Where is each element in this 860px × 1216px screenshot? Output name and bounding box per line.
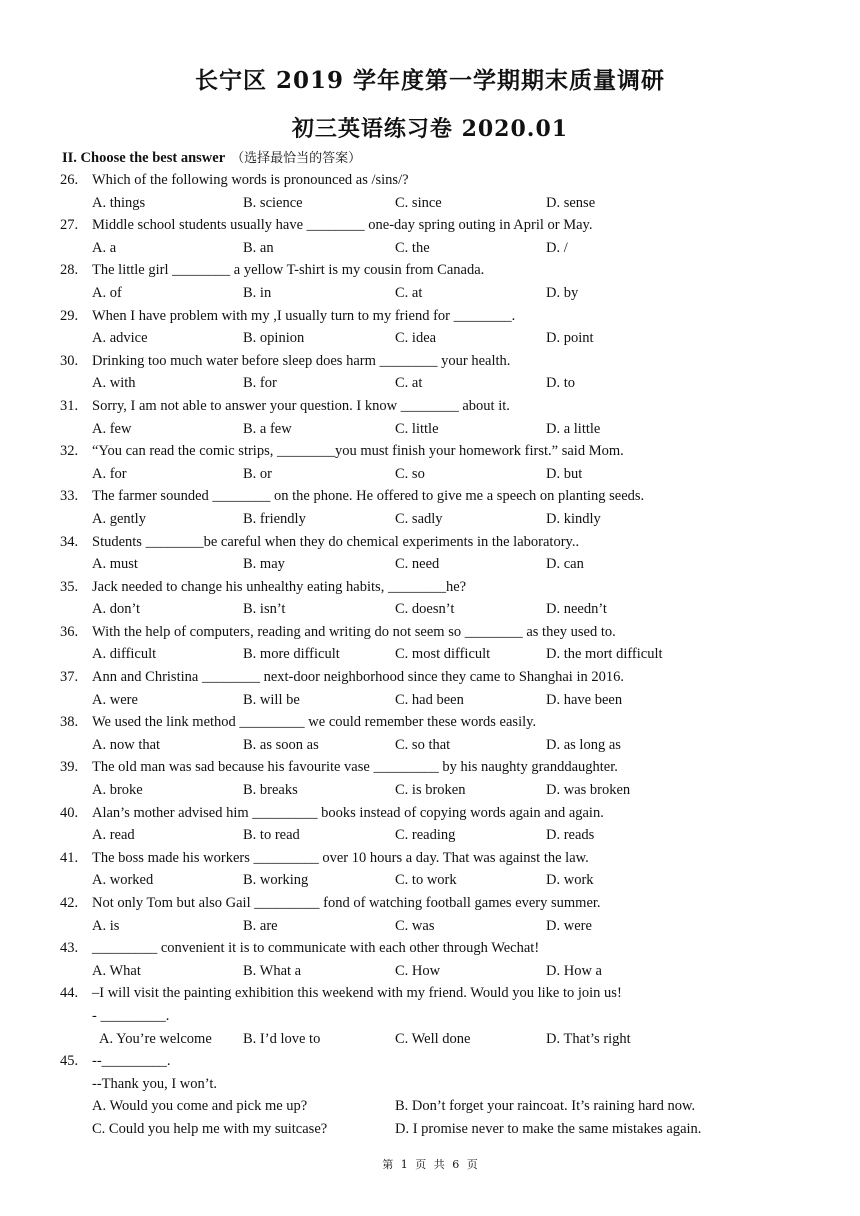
option-d[interactable]: D. was broken	[546, 782, 631, 799]
question-stem	[0, 756, 860, 779]
exam-title: 长宁区 2019 学年度第一学期期末质量调研	[194, 67, 666, 94]
question-text: Drinking too much water before sleep does harm ________ your health.	[92, 352, 511, 369]
option-c[interactable]: C. How	[395, 962, 441, 979]
option-a[interactable]: A. Would you come and pick me up?	[92, 1098, 308, 1115]
question-stem	[0, 531, 860, 554]
option-d[interactable]: D. to	[546, 375, 575, 392]
dialogue-reply-text: - _________.	[92, 1007, 170, 1024]
question-number: 37.	[60, 669, 79, 686]
option-d[interactable]: D. How a	[546, 962, 602, 979]
option-row	[0, 689, 860, 712]
question-text: The boss made his workers _________ over 10 hours a day. That was against the law.	[92, 849, 589, 866]
question-stem	[0, 305, 860, 328]
option-d[interactable]: D. I promise never to make the same mistakes again.	[395, 1120, 702, 1137]
question-number: 31.	[60, 397, 79, 414]
option-b[interactable]: B. Don’t forget your raincoat. It’s raining hard now.	[395, 1098, 696, 1115]
question-text: With the help of computers, reading and writing do not seem so ________ as they used to.	[92, 623, 616, 640]
page-footer: 第 1 页 共 6 页	[382, 1158, 478, 1171]
question-item	[0, 892, 860, 937]
option-d[interactable]: D. /	[546, 239, 568, 256]
question-stem	[0, 485, 860, 508]
question-text: Ann and Christina ________ next-door neighborhood since they came to Shanghai in 2016.	[92, 669, 624, 686]
option-d[interactable]: D. but	[546, 465, 583, 482]
option-c[interactable]: C. was	[395, 917, 435, 934]
option-b[interactable]: B. in	[243, 284, 272, 301]
option-c[interactable]: C. at	[395, 375, 423, 392]
option-d[interactable]: D. by	[546, 284, 579, 301]
question-stem	[0, 621, 860, 644]
standard-questions	[0, 169, 860, 982]
question-item	[0, 350, 860, 395]
option-a[interactable]: A. few	[92, 420, 132, 437]
question-stem	[0, 259, 860, 282]
option-row	[0, 779, 860, 802]
question-number: 42.	[60, 895, 79, 911]
option-d[interactable]: D. sense	[546, 194, 596, 211]
option-b[interactable]: B. or	[243, 465, 272, 482]
option-a[interactable]: A. You’re welcome	[99, 1030, 212, 1047]
question-number: 28.	[60, 262, 79, 279]
option-a[interactable]: A. with	[92, 375, 136, 392]
question-number: 30.	[60, 352, 79, 369]
exam-subtitle: 初三英语练习卷 2020.01	[291, 116, 569, 142]
question-item	[0, 666, 860, 711]
question-number: 39.	[60, 759, 79, 776]
option-d[interactable]: D. needn’t	[546, 601, 607, 618]
option-d[interactable]: D. have been	[546, 691, 623, 708]
question-stem	[0, 711, 860, 734]
question-text: Jack needed to change his unhealthy eating habits, ________he?	[92, 578, 467, 595]
option-b[interactable]: B. isn’t	[243, 601, 286, 618]
question-stem	[0, 169, 860, 192]
option-b[interactable]: B. working	[243, 872, 309, 889]
option-c[interactable]: C. idea	[395, 330, 437, 347]
question-item	[0, 305, 860, 350]
option-b[interactable]: B. breaks	[243, 782, 298, 799]
question-number: 27.	[60, 217, 79, 234]
option-row	[0, 1095, 860, 1118]
question-number: 36.	[60, 623, 79, 640]
dialogue-reply	[0, 1073, 860, 1096]
option-c[interactable]: C. at	[395, 284, 423, 301]
option-a[interactable]: A. things	[92, 194, 146, 211]
option-a[interactable]: A. now that	[92, 736, 161, 753]
option-a[interactable]: A. were	[92, 691, 138, 708]
question-item	[0, 440, 860, 485]
question-text: When I have problem with my ,I usually turn to my friend for ________.	[92, 307, 516, 324]
question-stem	[0, 350, 860, 373]
question-text: Alan’s mother advised him _________ books instead of copying words again and again.	[92, 804, 604, 821]
section-heading-text: II. Choose the best answer	[62, 150, 226, 166]
option-row	[0, 915, 860, 938]
question-44	[0, 982, 860, 1050]
option-c[interactable]: C. most difficult	[395, 646, 491, 663]
option-a[interactable]: A. read	[92, 827, 135, 844]
option-row	[0, 1118, 860, 1141]
question-text: Students ________be careful when they do chemical experiments in the laboratory..	[92, 533, 580, 550]
question-number: 26.	[60, 172, 79, 188]
option-row	[0, 643, 860, 666]
question-stem	[0, 576, 860, 599]
option-a[interactable]: A. of	[92, 284, 122, 301]
option-b[interactable]: B. opinion	[243, 330, 305, 347]
option-row	[0, 192, 860, 215]
question-item	[0, 531, 860, 576]
option-d[interactable]: D. as long as	[546, 736, 621, 753]
question-number: 45.	[60, 1053, 79, 1070]
option-row	[0, 734, 860, 757]
question-text: The little girl ________ a yellow T-shirt is my cousin from Canada.	[92, 262, 485, 279]
option-b[interactable]: B. science	[243, 194, 303, 211]
question-item	[0, 621, 860, 666]
option-row	[0, 372, 860, 395]
option-row	[0, 418, 860, 441]
option-b[interactable]: B. as soon as	[243, 736, 319, 753]
option-b[interactable]: B. What a	[243, 962, 302, 979]
option-row	[0, 508, 860, 531]
question-stem	[0, 440, 860, 463]
question-text: The old man was sad because his favourite vase _________ by his naughty granddaughter.	[92, 759, 618, 776]
option-a[interactable]: A. a	[92, 239, 117, 256]
question-text: We used the link method _________ we could remember these words easily.	[92, 714, 537, 731]
question-stem	[0, 214, 860, 237]
option-d[interactable]: D. kindly	[546, 510, 601, 527]
option-a[interactable]: A. don’t	[92, 601, 141, 618]
option-d[interactable]: D. were	[546, 917, 592, 934]
option-b[interactable]: B. an	[243, 239, 274, 256]
question-number: 38.	[60, 714, 79, 731]
question-item	[0, 214, 860, 259]
question-number: 41.	[60, 849, 79, 866]
option-c[interactable]: C. sadly	[395, 510, 443, 527]
option-c[interactable]: C. need	[395, 556, 440, 573]
option-row	[0, 598, 860, 621]
option-a[interactable]: A. worked	[92, 872, 154, 889]
question-number: 40.	[60, 804, 79, 821]
question-number: 34.	[60, 533, 79, 550]
option-c[interactable]: C. doesn’t	[395, 601, 455, 618]
option-c[interactable]: C. Could you help me with my suitcase?	[92, 1120, 328, 1137]
question-text: Not only Tom but also Gail _________ fond of watching football games every summer.	[92, 895, 601, 911]
option-row	[0, 463, 860, 486]
question-item	[0, 802, 860, 847]
option-d[interactable]: D. That’s right	[546, 1030, 631, 1047]
option-d[interactable]: D. point	[546, 330, 594, 347]
option-c[interactable]: C. so that	[395, 736, 451, 753]
question-stem	[0, 1050, 860, 1073]
question-stem	[0, 937, 860, 960]
option-d[interactable]: D. the mort difficult	[546, 646, 663, 663]
question-stem	[0, 982, 860, 1005]
option-a[interactable]: A. for	[92, 465, 127, 482]
question-text: –I will visit the painting exhibition this weekend with my friend. Would you like to join us!	[92, 985, 622, 1002]
question-number: 43.	[60, 940, 79, 957]
question-number: 32.	[60, 443, 79, 460]
question-stem	[0, 847, 860, 870]
question-number: 44.	[60, 985, 79, 1002]
question-text: Middle school students usually have ________ one-day spring outing in April or May.	[92, 217, 593, 234]
section-instruction: （选择最恰当的答案）	[231, 151, 362, 166]
option-a[interactable]: A. What	[92, 962, 141, 979]
question-text: Sorry, I am not able to answer your question. I know ________ about it.	[92, 397, 510, 414]
question-item	[0, 169, 860, 214]
option-row	[0, 327, 860, 350]
option-b[interactable]: B. I’d love to	[243, 1030, 321, 1047]
section-heading	[62, 147, 361, 167]
question-text: _________ convenient it is to communicate with each other through Wechat!	[92, 940, 540, 957]
question-item	[0, 937, 860, 982]
option-row	[0, 237, 860, 260]
question-text: Which of the following words is pronounced as /sins/?	[92, 172, 409, 188]
option-a[interactable]: A. is	[92, 917, 120, 934]
option-b[interactable]: B. for	[243, 375, 277, 392]
dialogue-reply	[0, 1005, 860, 1028]
option-c[interactable]: C. reading	[395, 827, 456, 844]
question-number: 35.	[60, 578, 79, 595]
option-a[interactable]: A. must	[92, 556, 138, 573]
option-b[interactable]: B. may	[243, 556, 285, 573]
question-item	[0, 711, 860, 756]
option-c[interactable]: C. to work	[395, 872, 457, 889]
question-item	[0, 259, 860, 304]
question-stem	[0, 892, 860, 915]
option-b[interactable]: B. are	[243, 917, 278, 934]
option-b[interactable]: B. a few	[243, 420, 292, 437]
option-d[interactable]: D. work	[546, 872, 594, 889]
option-c[interactable]: C. Well done	[395, 1030, 471, 1047]
option-d[interactable]: D. reads	[546, 827, 595, 844]
option-b[interactable]: B. will be	[243, 691, 300, 708]
option-row	[0, 1028, 860, 1051]
question-item	[0, 395, 860, 440]
option-d[interactable]: D. can	[546, 556, 584, 573]
option-a[interactable]: A. advice	[92, 330, 148, 347]
question-item	[0, 576, 860, 621]
option-row	[0, 282, 860, 305]
option-row	[0, 553, 860, 576]
option-b[interactable]: B. more difficult	[243, 646, 340, 663]
option-a[interactable]: A. difficult	[92, 646, 157, 663]
option-row	[0, 960, 860, 983]
option-c[interactable]: C. little	[395, 420, 439, 437]
question-stem	[0, 802, 860, 825]
option-c[interactable]: C. is broken	[395, 782, 466, 799]
question-list	[0, 169, 860, 1141]
option-c[interactable]: C. since	[395, 194, 442, 211]
option-d[interactable]: D. a little	[546, 420, 601, 437]
question-item	[0, 485, 860, 530]
question-stem	[0, 395, 860, 418]
option-a[interactable]: A. broke	[92, 782, 143, 799]
question-text: “You can read the comic strips, ________you must finish your homework first.” said Mom.	[92, 443, 624, 460]
option-a[interactable]: A. gently	[92, 510, 146, 527]
option-row	[0, 869, 860, 892]
question-45	[0, 1050, 860, 1140]
option-b[interactable]: B. to read	[243, 827, 300, 844]
question-number: 33.	[60, 488, 79, 505]
question-stem	[0, 666, 860, 689]
question-number: 29.	[60, 307, 79, 324]
question-item	[0, 847, 860, 892]
question-text: The farmer sounded ________ on the phone. He offered to give me a speech on planting seeds.	[92, 488, 645, 505]
option-c[interactable]: C. the	[395, 239, 430, 256]
question-item	[0, 756, 860, 801]
option-row	[0, 824, 860, 847]
option-c[interactable]: C. so	[395, 465, 425, 482]
option-b[interactable]: B. friendly	[243, 510, 306, 527]
dialogue-reply-text: --Thank you, I won’t.	[92, 1075, 217, 1092]
option-c[interactable]: C. had been	[395, 691, 464, 708]
question-text: --_________.	[92, 1053, 171, 1070]
